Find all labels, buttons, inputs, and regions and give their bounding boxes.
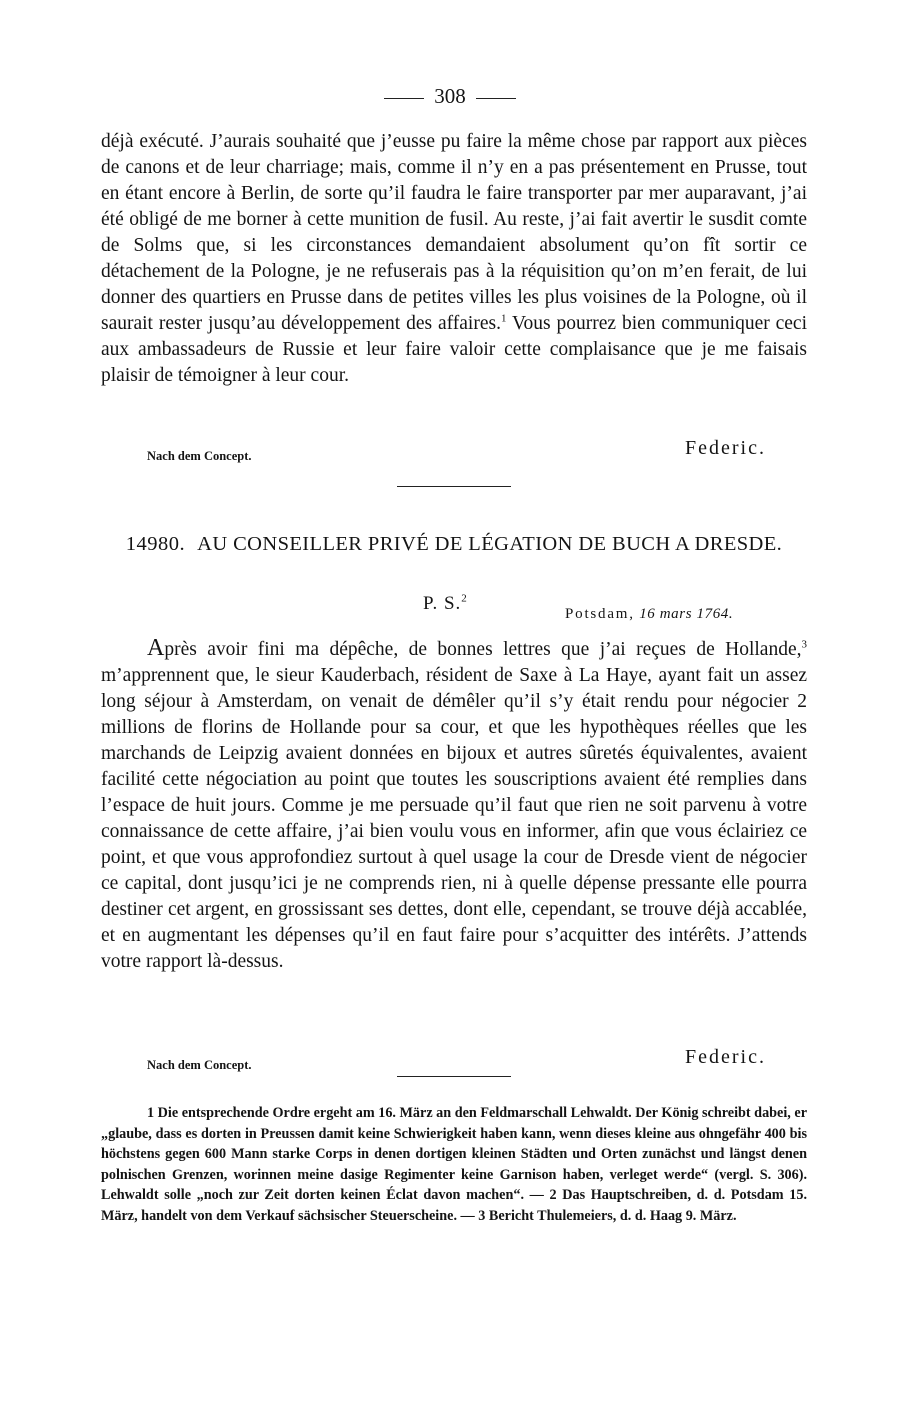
header-dash-right [476, 98, 516, 99]
letter-one-text-continued: Vous pourrez bien communiquer ceci aux ambassadeurs de Russie et leur faire valoir cette complaisance que je me faisais plaisir de témoigner à leur cour. [101, 313, 807, 386]
page-header [0, 84, 900, 109]
letter-one-text: déjà exécuté. J’aurais souhaité que j’eusse pu faire la même chose par rapport aux pièces de canons et de leur charriage; mais, comme il n’y en a pas présentement en Prusse, tout en étant encore à Berlin, de sorte qu’il faudra le faire transporter par mer auparavant, j’ai été obligé de me borner à cette munition de fusil. Au reste, j’ai fait avertir le susdit comte de Solms que, si les circonstances demandaient absolument qu’on fît sortir ce détachement de la Pologne, je ne refuserais pas à la réquisition qu’on m’en ferait, de lui donner des quartiers en Prusse dans de petites villes les plus voisines de la Pologne, où il saurait rester jusqu’au développement des affaires. [101, 131, 807, 334]
footnote-divider [397, 1076, 511, 1077]
date: 16 mars 1764. [639, 606, 734, 622]
letter-two-signature: Federic. [685, 1046, 766, 1068]
footnotes [101, 1103, 807, 1227]
footnotes-text: 1 Die entsprechende Ordre ergeht am 16. März an den Feldmarschall Lehwaldt. Der König schreibt dabei, er „glaube, dass es dorten in Preussen damit keine Schwierigkeit haben kann, wenn dieses kleine aus ohngefähr 400 bis höchstens gegen 600 Mann starke Corps in denen dortigen kleinen Städten und Orten zunächst und längst denen polnischen Grenzen, worinnen meine dasige Regimenter keine Garnison haben, verleget werde“ (vergl. S. 306). Lehwaldt solle „noch zur Zeit dorten keinen Éclat davon machen“. — 2 Das Hauptschreiben, d. d. Potsdam 15. März, handelt von dem Verkauf sächsischer Steuerscheine. — 3 Bericht Thulemeiers, d. d. Haag 9. März. [101, 1105, 807, 1224]
postscript-label [423, 593, 468, 615]
footnote-marker-2: 2 [461, 592, 468, 605]
letter-two-heading [101, 531, 807, 558]
letter-one-source: Nach dem Concept. [147, 449, 252, 463]
letter-two-body [101, 635, 807, 975]
page-number: 308 [434, 84, 466, 108]
letter-one-signature: Federic. [685, 437, 766, 459]
letter-title: AU CONSEILLER PRIVÉ DE LÉGATION DE BUCH A DRESDE. [197, 533, 783, 555]
letter-number: 14980. [125, 533, 186, 555]
ps-label: P. S. [423, 593, 462, 614]
footnote-marker-3: 3 [801, 638, 807, 651]
section-divider [397, 486, 511, 487]
dateline [565, 606, 733, 623]
drop-initial: A [147, 635, 165, 661]
letter-one-body [101, 129, 807, 389]
letter-two-text: près avoir fini ma dépêche, de bonnes lettres que j’ai reçues de Hollande, [164, 639, 802, 660]
footnote-marker-1: 1 [500, 312, 507, 325]
header-dash-left [384, 98, 424, 99]
letter-two-text-continued: m’apprennent que, le sieur Kauderbach, résident de Saxe à La Haye, ayant fait un assez long séjour à Amsterdam, on venait de démêler qu’il s’y était rendu pour négocier 2 millions de florins de Hollande pour sa cour, et que les hypothèques réelles que les marchands de Leipzig avaient données en bijoux et autres sûretés équivalentes, avaient facilité cette négociation au point que toutes les souscriptions avaient été remplies dans l’espace de huit jours. Comme je me persuade qu’il faut que rien ne soit parvenu à votre connaissance de cette affaire, j’ai bien voulu vous en informer, afin que vous éclairiez ce point, et que vous approfondiez surtout à quel usage la cour de Dresde vient de négocier ce capital, dont jusqu’ici je ne comprends rien, ni à quelle dépense pressante elle pourra destiner cet argent, en grossissant ses dettes, dont elle, cependant, se trouve déjà accablée, et en augmentant les dépenses qu’il en faut faire pour s’acquitter des intérêts. J’attends votre rapport là-dessus. [101, 665, 807, 972]
letter-two-source: Nach dem Concept. [147, 1058, 252, 1072]
date-city: Potsdam, [565, 606, 635, 622]
